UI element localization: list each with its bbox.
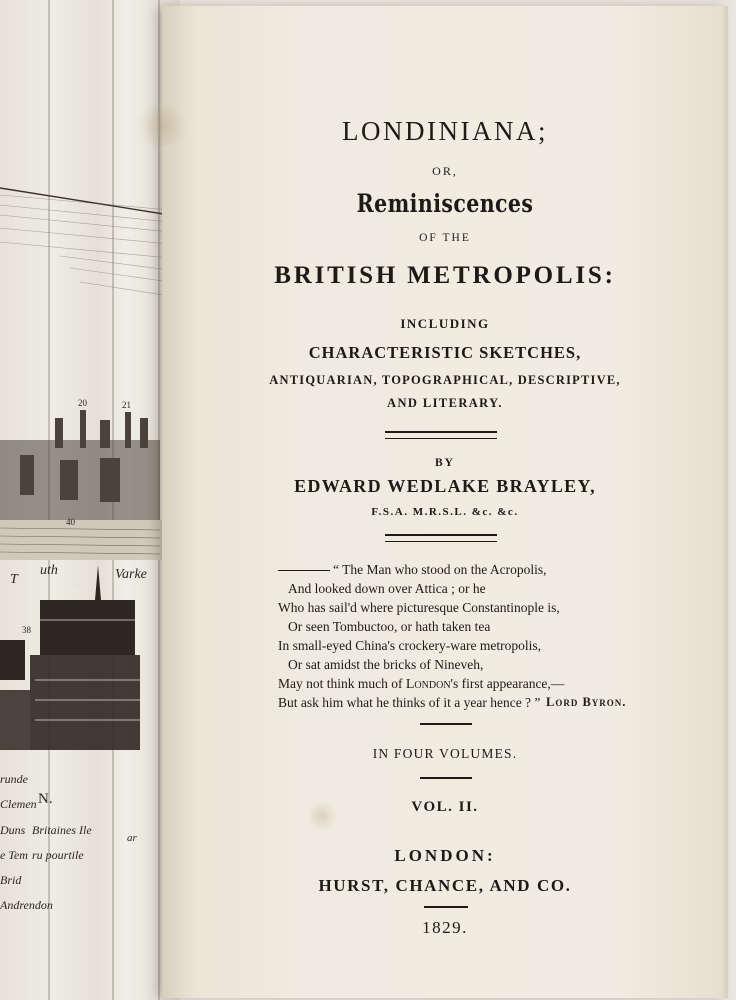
plate-label: runde bbox=[0, 772, 28, 786]
plate-label: ru pourtile bbox=[32, 848, 84, 862]
title-metropolis: BRITISH METROPOLIS: bbox=[274, 262, 616, 289]
short-rule bbox=[424, 906, 468, 908]
plate-number: 38 bbox=[22, 625, 31, 635]
plate-number: 21 bbox=[122, 400, 131, 410]
author-credentials: F.S.A. M.R.S.L. &c. &c. bbox=[371, 506, 519, 518]
plate-number: 40 bbox=[66, 517, 75, 527]
main-title: LONDINIANA; bbox=[342, 116, 548, 146]
plate-label: Varke bbox=[115, 567, 147, 582]
volume-number: VOL. II. bbox=[411, 799, 479, 815]
epigraph-line: May not think much of London's first appearance,— bbox=[278, 676, 565, 692]
title-by: BY bbox=[435, 457, 455, 469]
plate-number: 35 bbox=[70, 587, 79, 597]
plate-label: uth bbox=[40, 563, 58, 578]
epigraph-line: Or sat amidst the bricks of Nineveh, bbox=[288, 657, 484, 672]
epigraph-line: But ask him what he thinks of it a year hence ? ” bbox=[278, 695, 541, 710]
title-characteristic: CHARACTERISTIC SKETCHES, bbox=[308, 343, 582, 362]
plate-label: T bbox=[10, 572, 18, 587]
title-page bbox=[162, 6, 728, 998]
title-literary: AND LITERARY. bbox=[387, 396, 503, 410]
plate-label: Britaines Ile bbox=[32, 823, 92, 837]
volumes-count: IN FOUR VOLUMES. bbox=[372, 746, 518, 761]
short-rule bbox=[420, 777, 472, 779]
plate-label: Andrendon bbox=[0, 898, 53, 912]
epigraph-dash bbox=[278, 570, 330, 571]
title-or: OR, bbox=[432, 164, 458, 178]
title-including: INCLUDING bbox=[400, 316, 490, 331]
plate-label: Brid bbox=[0, 873, 22, 887]
epigraph-attribution: Lord Byron. bbox=[546, 695, 627, 709]
plate-label: N. bbox=[38, 791, 53, 807]
title-of-the: OF THE bbox=[419, 232, 471, 244]
folded-engraving-plate bbox=[0, 0, 180, 1000]
double-rule bbox=[385, 534, 497, 542]
short-rule bbox=[420, 723, 472, 725]
author-name: EDWARD WEDLAKE BRAYLEY, bbox=[294, 476, 596, 496]
epigraph-line: In small-eyed China's crockery-ware metropolis, bbox=[278, 638, 541, 653]
title-antiquarian: ANTIQUARIAN, TOPOGRAPHICAL, DESCRIPTIVE, bbox=[269, 373, 621, 387]
plate-label: Clemen bbox=[0, 797, 37, 811]
plate-label: ar bbox=[127, 832, 137, 844]
publisher: HURST, CHANCE, AND CO. bbox=[318, 876, 572, 895]
epigraph-line: Who has sail'd where picturesque Constantinople is, bbox=[278, 600, 560, 615]
subtitle-blackletter: Reminiscences bbox=[356, 189, 534, 218]
publication-place: LONDON: bbox=[394, 846, 496, 865]
publication-year: 1829. bbox=[422, 918, 468, 937]
epigraph-line: “ The Man who stood on the Acropolis, bbox=[278, 562, 546, 578]
plate-label: Duns bbox=[0, 823, 26, 837]
epigraph-line: Or seen Tombuctoo, or hath taken tea bbox=[288, 619, 491, 634]
epigraph-line: And looked down over Attica ; or he bbox=[288, 581, 486, 596]
double-rule bbox=[385, 431, 497, 439]
plate-number: 20 bbox=[78, 398, 87, 408]
plate-label: e Tem bbox=[0, 848, 28, 862]
